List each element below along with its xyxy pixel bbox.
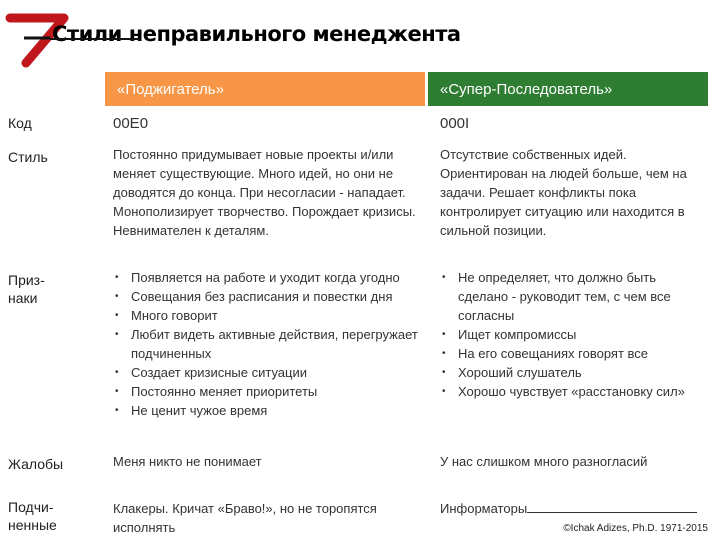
column-header-arsonist: «Поджигатель» <box>105 72 425 106</box>
subordinates-value: Информаторы <box>440 501 528 516</box>
row-label-complaints: Жалобы <box>8 456 64 472</box>
list-item: • Ищет компромиссы <box>440 325 705 344</box>
subordinates-text-super-follower <box>440 499 705 518</box>
blank-underline <box>527 500 697 513</box>
copyright-footer: ©Ichak Adizes, Ph.D. 1971-2015 <box>563 523 708 534</box>
page-title: Стили неправильного менеджента <box>52 22 461 46</box>
complaints-text-arsonist: Меня никто не понимает <box>113 454 262 469</box>
subordinates-text-arsonist: Клакеры. Кричат «Браво!», но не торопятся исполнять <box>113 501 377 535</box>
column-header-super-follower: «Супер-Последователь» <box>428 72 708 106</box>
list-item: • Появляется на работе и уходит когда угодно <box>113 268 418 287</box>
list-item: • Не ценит чужое время <box>113 401 418 420</box>
list-item: • Постоянно меняет приоритеты <box>113 382 418 401</box>
list-item: • Не определяет, что должно быть сделано - руководит тем, с чем все согласны <box>440 268 705 325</box>
list-item: • Много говорит <box>113 306 418 325</box>
signs-list-arsonist <box>113 268 418 420</box>
row-label-signs-text: Приз-наки <box>8 272 45 306</box>
list-item: • На его совещаниях говорят все <box>440 344 705 363</box>
code-value-arsonist: 00E0 <box>113 115 149 132</box>
code-value-super-follower: 000I <box>440 115 470 132</box>
complaints-text-super-follower: У нас слишком много разногласий <box>440 454 648 469</box>
list-item: • Хорошо чувствует «расстановку сил» <box>440 382 705 401</box>
list-item: • Создает кризисные ситуации <box>113 363 418 382</box>
style-text-arsonist: Постоянно придумывает новые проекты и/или меняет существующие. Много идей, но они не доводятся до конца. При несогласии - нападает. Монополизирует творчество. Порождает кризисы. Невнимателен к деталям. <box>113 147 416 238</box>
list-item: • Совещания без расписания и повестки дня <box>113 287 418 306</box>
list-item: • Любит видеть активные действия, перегружает подчиненных <box>113 325 418 363</box>
row-label-subordinates: Подчи-ненные <box>8 499 57 533</box>
row-label-signs <box>8 271 58 307</box>
list-item: • Хороший слушатель <box>440 363 705 382</box>
row-label-code: Код <box>8 115 32 131</box>
title-strike-line <box>50 38 140 40</box>
signs-list-super-follower <box>440 268 705 401</box>
row-label-style: Стиль <box>8 149 48 165</box>
style-text-super-follower: Отсутствие собственных идей. Ориентирован на людей больше, чем на задачи. Решает конфликты пока контролирует ситуацию или находится в сильной позиции. <box>440 147 687 238</box>
